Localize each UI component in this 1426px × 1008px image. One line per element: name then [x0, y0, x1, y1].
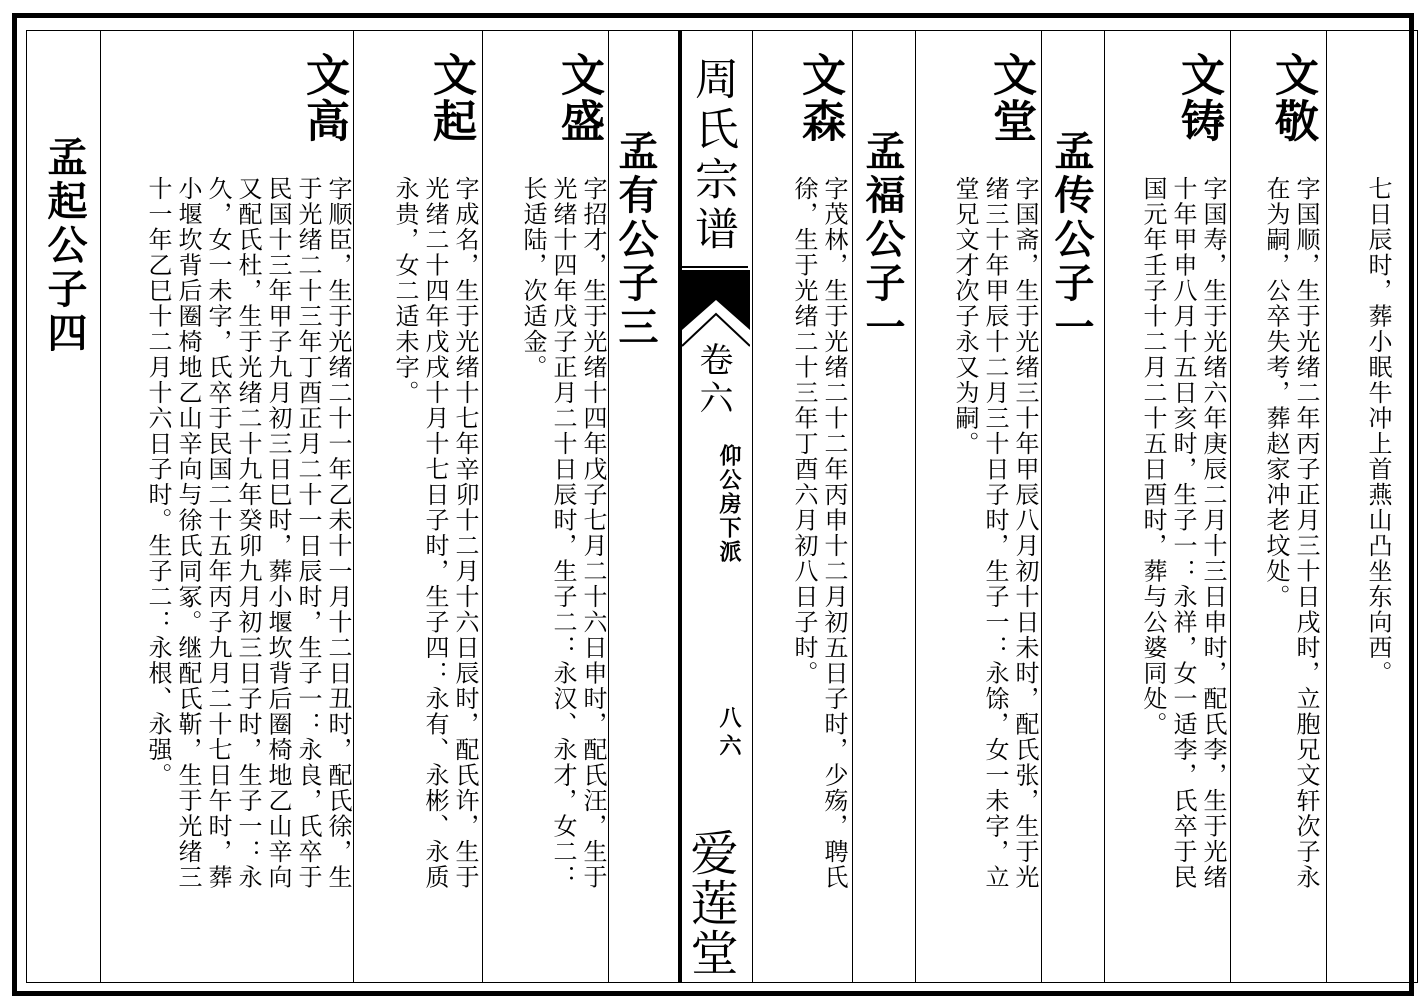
column-divider [100, 30, 101, 983]
body-text-column: 十一年乙巳十二月十六日子时。生子二：永根、永强。 [144, 176, 172, 788]
body-text-column: 在为嗣，公卒失考，葬赵家冲老坟处。 [1262, 176, 1290, 610]
branch-label: 仰公房下派 [716, 444, 742, 564]
column-divider [353, 30, 354, 983]
person-name: 文敬 [1267, 52, 1318, 144]
body-text-column: 堂兄文才次子永又为嗣。 [951, 176, 979, 457]
column-divider [482, 30, 483, 983]
generation-title: 孟福公子一 [859, 130, 906, 350]
body-text-column: 民国十三年甲子九月初三日巳时，葬小堰坎背后圈椅地乙山辛向 [264, 176, 292, 890]
body-text-column: 又配氏杜，生于光绪二十九年癸卯九月初三日子时，生子一：永 [234, 176, 262, 890]
body-text-column: 七日辰时，葬小眠牛冲上首燕山凸坐东向西。 [1364, 176, 1392, 686]
body-text-column: 徐，生于光绪二十三年丁酉六月初八日子时。 [790, 176, 818, 686]
body-text-column: 长适陆，次适金。 [519, 176, 547, 380]
body-text-column: 绪三十年甲辰十二月三十日子时，生子一：永馀，女一未字，立 [981, 176, 1009, 890]
person-name: 文起 [425, 52, 476, 144]
generation-title: 孟传公子一 [1048, 130, 1095, 350]
body-text-column: 于光绪二十三年丁酉正月二十一日辰时，生子一：永良，氏卒于 [294, 176, 322, 890]
person-name: 文盛 [553, 52, 604, 144]
column-divider [915, 30, 916, 983]
column-divider [608, 30, 609, 983]
spine-border-left [752, 30, 753, 983]
body-text-column: 光绪二十四年戊戌十月十七日子时，生子四：永有、永彬、永质 [421, 176, 449, 890]
page-number: 八六 [716, 706, 742, 762]
body-text-column: 字国寿，生于光绪六年庚辰二月十三日申时，配氏李，生于光绪 [1199, 176, 1227, 890]
body-text-column: 小堰坎背后圈椅地乙山辛向与徐氏同冢。继配氏靳，生于光绪三 [174, 176, 202, 890]
body-text-column: 久，女一未字，氏卒于民国二十五年丙子九月二十七日午时，葬 [204, 176, 232, 890]
volume-label: 卷六 [693, 342, 733, 418]
column-divider [1041, 30, 1042, 983]
person-name: 文高 [298, 52, 349, 144]
body-text-column: 字茂林，生于光绪二十二年丙申十二月初五日子时，少殇，聘氏 [820, 176, 848, 890]
book-title: 周氏宗谱 [687, 56, 738, 256]
body-text-column: 十年甲申八月十五日亥时，生子一：永祥，女一适李，氏卒于民 [1169, 176, 1197, 890]
column-divider [1326, 30, 1327, 983]
body-text-column: 字顺臣，生于光绪二十一年乙未十一月十二日丑时，配氏徐，生 [324, 176, 352, 890]
column-divider [1230, 30, 1231, 983]
body-text-column: 字国斋，生于光绪三十年甲辰八月初十日未时，配氏张，生于光 [1011, 176, 1039, 890]
hall-name: 爱莲堂 [682, 828, 738, 978]
body-text-column: 字招才，生于光绪十四年戊子七月二十六日申时，配氏汪，生于 [579, 176, 607, 890]
generation-title: 孟起公子四 [41, 136, 88, 356]
person-name: 文森 [794, 52, 845, 144]
column-divider [1104, 30, 1105, 983]
generation-title: 孟有公子三 [612, 130, 659, 350]
spine-rule [682, 266, 748, 268]
column-divider [852, 30, 853, 983]
body-text-column: 字国顺，生于光绪二年丙子正月三十日戌时，立胞兄文轩次子永 [1292, 176, 1320, 890]
spine [682, 30, 752, 983]
body-text-column: 永贵，女二适未字。 [391, 176, 419, 406]
person-name: 文铸 [1173, 52, 1224, 144]
body-text-column: 光绪十四年戊子正月二十日辰时，生子二：永汉、永才，女二： [549, 176, 577, 890]
person-name: 文堂 [985, 52, 1036, 144]
body-text-column: 国元年壬子十二月二十五日酉时，葬与公婆同处。 [1139, 176, 1167, 737]
body-text-column: 字成名，生于光绪十七年辛卯十二月十六日辰时，配氏许，生于 [451, 176, 479, 890]
